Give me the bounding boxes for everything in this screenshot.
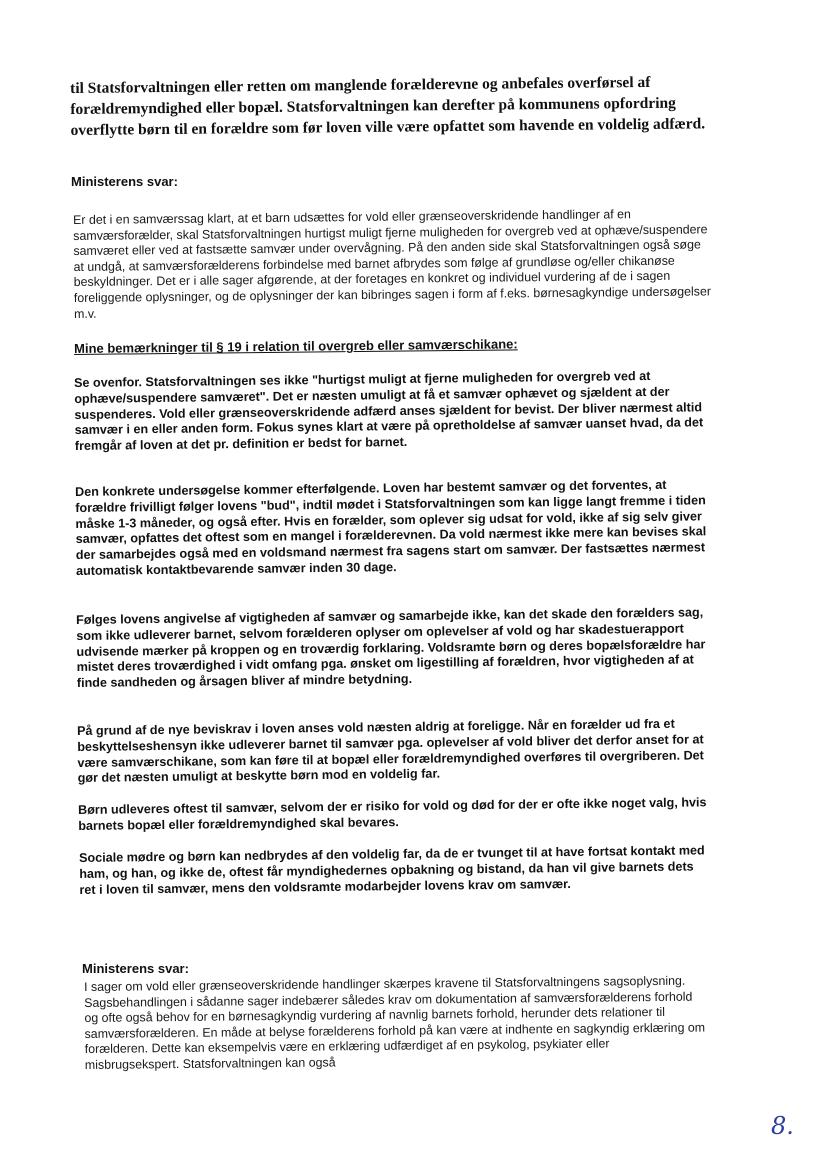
remark-paragraph-6: Sociale mødre og børn kan nedbrydes af den voldelig far, da de er tvunget til at have fortsat kontakt med ham, og han, og ikke de, oftest får myndighedernes opbakning og bistand, da han vil give barnets dets ret i loven til samvær, mens den voldsramte modarbejder lovens krav om samvær. <box>79 843 705 897</box>
remarks-title: Mine bemærkninger til § 19 i relation til overgreb eller samværschikane: <box>74 336 518 356</box>
intro-paragraph: til Statsforvaltningen eller retten om manglende forælderevne og anbefales overførsel af forældremyndighed eller bopæl. Statsforvaltningen kan derefter på kommunens opfordring overflytte børn til en forældre som før loven ville være opfattet som havende en voldelig adfærd. <box>70 73 706 139</box>
minister-heading-1: Ministerens svar: <box>71 174 178 189</box>
remark-paragraph-5: Børn udleveres oftest til samvær, selvom der er risiko for vold og død for der er ofte ikke noget valg, hvis barnets bopæl eller forældremyndighed skal bevares. <box>78 795 707 833</box>
remark-paragraph-2: Den konkrete undersøgelse kommer efterfølgende. Loven har bestemt samvær og det forventes, at forældre frivilligt følger lovens "bud", indtil mødet i Statsforvaltningen som kan ligge langt fremme i tiden måske 1-3 måneder, og også efter. Hvis en forælder, som oplever sig udsat for vold, ikke af sig selv giver samvær, opfattes det oftest som en mangel i forælderevnen. Da vold nærmest ikke mere kan bevises skal der samarbejdes også med en voldsmand nærmest fra sagens start om samvær. Der fastsættes nærmest automatisk kontaktbevarende samvær inden 30 dage. <box>75 477 707 578</box>
minister-answer-1: Er det i en samværssag klart, at et barn udsættes for vold eller grænseoverskridende handlinger af en samværsforælder, skal Statsforvaltningen hurtigst muligt fjerne muligheden for overgreb ved at ophæve/suspendere samværet eller ved at fastsætte samvær under overvågning. På den anden side skal Statsforvaltningen også søge at undgå, at samværsforælderens forbindelse med barnet afbrydes som følge af grundløse og/eller chikanøse beskyldninger. Det er i alle sager afgørende, at der foretages en konkret og individuel vurdering af de i sagen foreliggende oplysninger, og de oplysninger der kan bibringes sagen i form af f.eks. børnesagkyndige undersøgelser m.v. <box>73 207 712 321</box>
remark-paragraph-3: Følges lovens angivelse af vigtigheden af samvær og samarbejde ikke, kan det skade den forælders sag, som ikke udleverer barnet, selvom forælderen oplyser om oplevelser af vold og har skadestuerapport udvisende mærker på kroppen og en troværdig forklaring. Voldsramte børn og deres bopælsforældre har mistet deres troværdighed i vidt omfang pga. ønsket om ligestilling af forældren, hvor vigtigheden af at finde sandheden og årsagen bliver af mindre betydning. <box>76 605 706 691</box>
remark-paragraph-4: På grund af de nye beviskrav i loven anses vold næsten aldrig at foreligge. Når en forælder ud fra et beskyttelseshensyn ikke udleverer barnet til samvær pga. oplevelser af vold bliver det derfor anset for at være samværschikane, som kan føre til at bopæl eller forældremyndighed overføres til overgriberen. Det gør det næsten umuligt at beskytte børn mod en voldelig far. <box>77 716 704 786</box>
remark-paragraph-1: Se ovenfor. Statsforvaltningen ses ikke "hurtigst muligt at fjerne muligheden for overgreb ved at ophæve/suspendere samværet". Det er næsten umuligt at få et samvær ophævet og sjældent at der suspenderes. Vold eller grænseoverskridende adfærd anses sjældent for bevist. Der bliver nærmest altid samvær i en eller anden form. Fokus synes klart at være på opretholdelse af samvær uanset hvad, da det fremgår af loven at det pr. definition er bedst for barnet. <box>74 368 704 454</box>
minister-heading-2: Ministerens svar: <box>82 961 189 976</box>
page-number: 8. <box>771 1112 794 1140</box>
minister-answer-2: I sager om vold eller grænseoverskridende handlinger skærpes kravene til Statsforvaltningens sagsoplysning. Sagsbehandlingen i sådanne sager indebærer således krav om dokumentation af samværsforælderens forhold og ofte også behov for en børnesagkyndig vurdering af navnlig barnets forhold, herunder dets relationer til samværsforælderen. En måde at belyse forælderens forhold på kan være at indhente en sagkyndig erklæring om forælderen. Dette kan eksempelvis være en erklæring udfærdiget af en psykolog, psykiater eller misbrugsekspert. Statsforvaltningen kan også <box>84 973 706 1072</box>
